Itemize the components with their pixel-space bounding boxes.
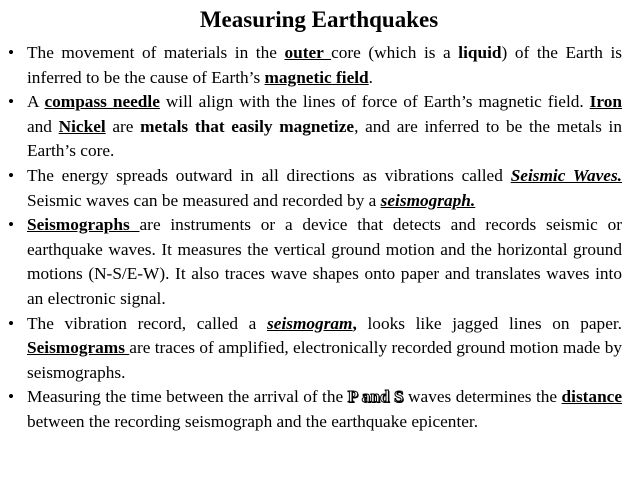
term-seismograph: seismograph. — [380, 190, 476, 210]
bullet-outer-core — [8, 41, 622, 90]
text: , — [352, 313, 357, 333]
term-liquid: liquid — [458, 43, 502, 62]
bullet-list — [8, 41, 622, 435]
text: The energy spreads outward in all directions as vibrations called — [27, 165, 511, 185]
text: The movement of materials in the — [27, 43, 285, 62]
term-seismic-waves: Seismic Waves. — [510, 165, 623, 185]
term-metals-magnetize: metals that easily magnetize — [140, 116, 355, 136]
text: are traces of amplified, electronically recorded ground motion made by seismographs. — [27, 338, 622, 382]
term-nickel: Nickel — [58, 116, 106, 136]
term-p-and-s: P and S — [347, 387, 404, 407]
bullet-seismographs — [8, 213, 622, 311]
text: ) of the Earth is inferred to be the cause of Earth’s — [27, 43, 623, 87]
term-compass-needle: compass needle — [44, 92, 160, 112]
term-iron: Iron — [589, 92, 623, 112]
text: , and are inferred to be the metals in Earth’s core. — [27, 116, 622, 161]
text: The vibration record, called a — [27, 313, 268, 333]
text: Seismic waves can be measured and recorded by a — [27, 190, 381, 210]
text: A — [27, 92, 45, 112]
text: . — [368, 67, 373, 87]
term-outer: outer — [284, 43, 332, 62]
text: are instruments or a device that detects and records seismic or earthquake waves. It measures the vertical ground motion and the horizontal ground motions (N-S/E-W). It also traces wave shapes onto paper and translates waves into an electronic signal. — [27, 215, 622, 308]
text: and — [27, 116, 59, 136]
text: core (which is a — [331, 43, 459, 62]
text: waves determines the — [403, 387, 562, 407]
bullet-vibration-record — [8, 312, 622, 386]
bullet-compass-needle — [8, 90, 622, 164]
text: looks like jagged lines on paper. — [356, 313, 622, 333]
term-seismograms: Seismograms — [27, 338, 130, 358]
term-seismogram: seismogram — [267, 313, 353, 333]
bullet-p-and-s — [8, 385, 622, 434]
term-distance: distance — [561, 387, 623, 407]
term-magnetic-field: magnetic field — [264, 67, 369, 87]
text: will align with the lines of force of Earth’s magnetic field. — [159, 92, 590, 112]
slide-title: Measuring Earthquakes — [199, 7, 439, 32]
bullet-energy-spreads — [8, 164, 622, 213]
text: between the recording seismograph and the earthquake epicenter. — [27, 411, 479, 431]
text: are — [105, 116, 141, 136]
text: Measuring the time between the arrival of the — [27, 387, 348, 407]
term-seismographs: Seismographs — [27, 215, 140, 235]
